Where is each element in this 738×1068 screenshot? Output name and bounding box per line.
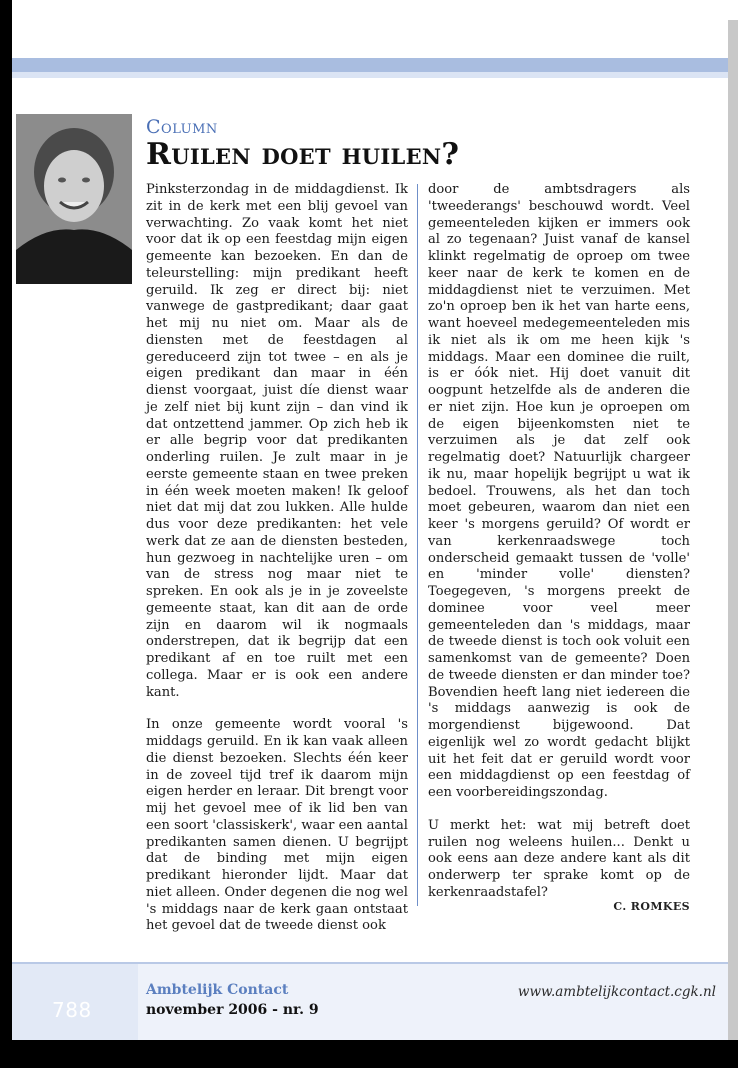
author-signature: C. ROMKES: [613, 900, 690, 913]
paragraph: door de ambtsdragers als 'tweederangs' beschouwd wordt. Veel gemeenteleden kijken er immers ook al zo tegenaan? Juist vanaf de kansel klinkt regelmatig de oproep om twee keer naar de kerk te komen en de middagdienst niet te verzuimen. Met zo'n oproep ben ik het van harte eens, want hoeveel medegemeenteleden mis ik niet als ik om me heen kijk 's middags. Maar een dominee die ruilt, is er óók niet. Hij doet vanuit dit oogpunt hetzelfde als de anderen die er niet zijn. Hoe kun je oproepen om de eigen bijeenkomsten niet te verzuimen als je dat zelf ook regelmatig doet? Natuurlijk chargeer ik nu, maar hopelijk begrijpt u wat ik bedoel. Trouwens, als het dan toch moet gebeuren, waarom dan niet een keer 's morgens geruild? Of wordt er van kerkenraadswege toch onderscheid gemaakt tussen de 'volle' en 'minder volle' diensten? Toegegeven, 's morgens preekt de dominee voor veel meer gemeenteleden dan 's middags, maar de tweede dienst is toch ook voluit een samenkomst van de gemeente? Doen de tweede diensten er dan minder toe? Bovendien heeft lang niet iedereen die 's middags aanwezig is ook de morgendienst bijgewoond. Dat eigenlijk wel zo wordt gedacht blijkt uit het feit dat er geruild wordt voor een middagdienst op een feestdag of een voorbereidingszondag.: [428, 182, 690, 800]
author-photo: [16, 114, 132, 284]
article-column-right: [428, 182, 690, 918]
article-column-left: [146, 182, 408, 951]
top-color-band-light: [12, 72, 728, 78]
page-number: 788: [52, 998, 92, 1022]
article-title: Ruilen doet huilen?: [146, 137, 460, 172]
issue-info: november 2006 - nr. 9: [146, 1002, 319, 1018]
paragraph: Pinksterzondag in de middagdienst. Ik zit in de kerk met een blij gevoel van verwachting. Zo vaak komt het niet voor dat ik op een feestdag mijn eigen gemeente kan bezoeken. En dan de teleurstelling: mijn predikant heeft geruild. Ik zeg er direct bij: niet vanwege de gastpredikant; daar gaat het mij nu niet om. Maar als de diensten met de feestdagen al gereduceerd zijn tot twee – en als je eigen predikant dan maar in één dienst voorgaat, juist díe dienst waar je zelf niet bij kunt zijn – dan vind ik dat ontzettend jammer. Op zich heb ik er alle begrip voor dat predikanten onderling ruilen. Je zult maar in je eerste gemeente staan en twee preken in één week moeten maken! Ik geloof niet dat mij dat zou lukken. Alle hulde dus voor deze predikanten: het vele werk dat ze aan de diensten besteden, hun gezwoeg in nachtelijke uren – om van de stress nog maar niet te spreken. En ook als je in je zoveelste gemeente staat, kan dit aan de orde zijn en daarom wil ik nogmaals onderstrepen, dat ik begrijp dat een predikant af en toe ruilt met een collega. Maar er is ook een andere kant.: [146, 182, 408, 700]
scan-edge-right: [728, 20, 738, 1050]
scan-edge-bottom: [0, 1040, 738, 1068]
column-divider: [417, 184, 418, 906]
top-color-band: [12, 58, 728, 72]
website-url: www.ambtelijkcontact.cgk.nl: [517, 984, 716, 1000]
scan-margin-top: [0, 0, 738, 28]
paragraph: U merkt het: wat mij betreft doet ruilen nog weleens huilen... Denkt u ook eens aan deze andere kant als dit onderwerp ter sprake komt op de kerkenraadstafel?: [428, 817, 690, 900]
column-kicker: Column: [146, 116, 218, 138]
paragraph: In onze gemeente wordt vooral 's middags geruild. En ik kan vaak alleen die dienst bezoeken. Slechts één keer in de zoveel tijd tref ik daarom mijn eigen herder en leraar. Dit brengt voor mij het gevoel mee of ik lid ben van een soort 'classiskerk', waar een aantal predikanten samen dienen. U begrijpt dat de binding met mijn eigen predikant hieronder lijdt. Maar dat niet alleen. Onder degenen die nog wel 's middags naar de kerk gaan ontstaat het gevoel dat de tweede dienst ook: [146, 717, 408, 934]
magazine-name: Ambtelijk Contact: [146, 982, 289, 998]
scan-edge-left: [0, 0, 12, 1068]
